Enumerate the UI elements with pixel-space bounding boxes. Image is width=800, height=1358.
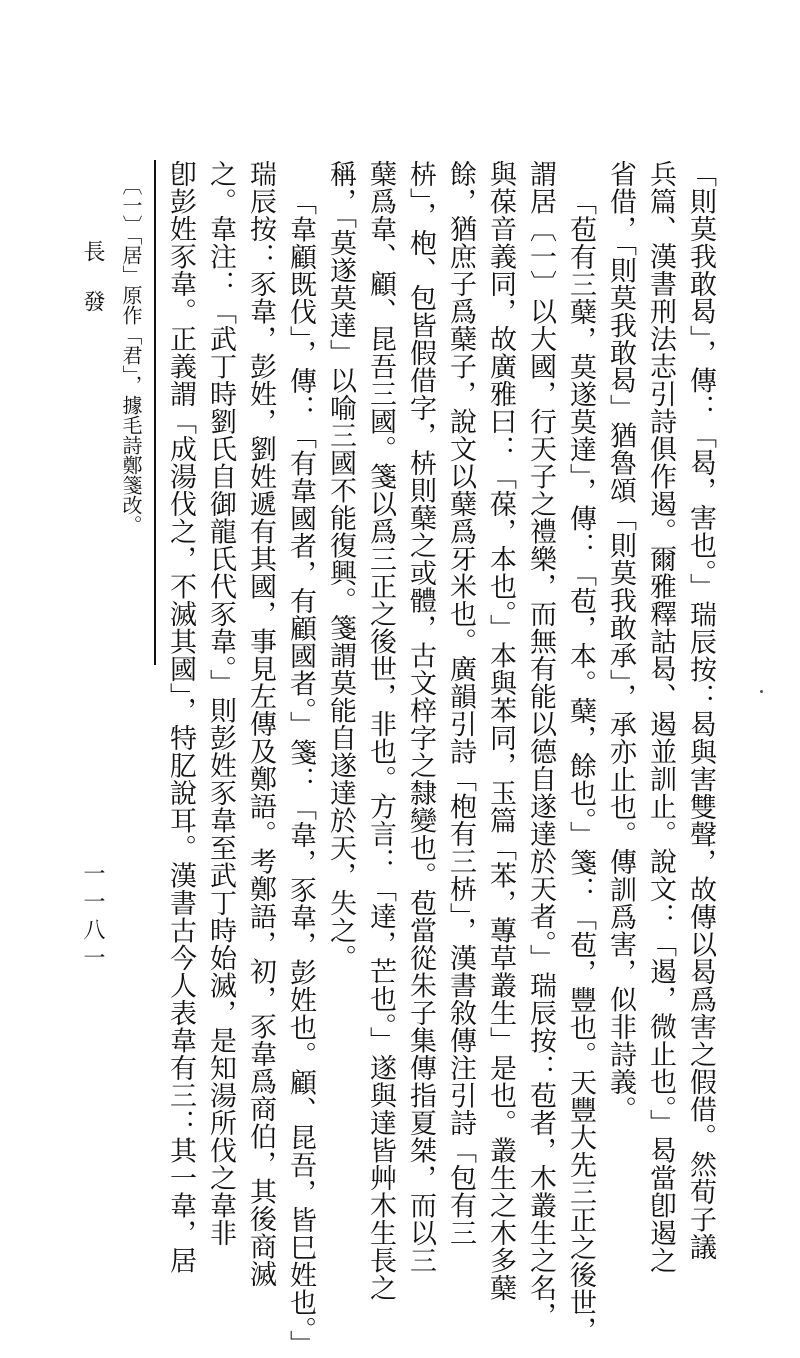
text-column-1: 「則莫我敢曷」，傳：「曷，害也。」瑞辰按：曷與害雙聲，故傳以曷爲害之假借。然荀子議: [685, 160, 716, 1261]
text-column-4: 「苞有三蘖，莫遂莫達」，傳：「苞，本。蘖，餘也。」箋：「苞，豐也。天豐大先三正之後世，: [565, 188, 596, 1344]
text-column-11: 「韋顧既伐」，傳：「有韋國者，有顧國者。」箋：「韋，豕韋，彭姓也。顧、昆吾，皆巳姓也。」: [285, 188, 316, 1358]
text-column-3: 省借，「則莫我敢曷」猶魯頌「則莫我敢承」，承亦止也。傳訓爲害，似非詩義。: [605, 160, 636, 1123]
text-column-9: 蘖爲韋、顧、昆吾三國。箋以爲三正之後世，非也。方言：「達，芒也。」遂與達皆艸木生長之: [365, 160, 396, 1302]
text-column-10: 稱，「莫遂莫達」以喻三國不能復興。箋謂莫能自遂達於天，失之。: [325, 160, 356, 972]
text-column-6: 與葆音義同，故廣雅曰：「葆，本也。」本與苯同，玉篇「苯，蓴草叢生」是也。叢生之木多蘖: [485, 160, 516, 1302]
page-number: 一一八一: [80, 862, 105, 974]
footnote-rule: [154, 160, 156, 665]
text-column-2: 兵篇、漢書刑法志引詩俱作遏。爾雅釋詁曷、遏並訓止。說文：「遏，微止也。」曷當卽遏之: [645, 160, 676, 1274]
footnote: 〔一〕「居」原作「君」，據毛詩鄭箋改。: [119, 175, 143, 535]
text-column-5: 謂居〔一〕以大國，行天子之禮樂，而無有能以德自遂達於天者。」瑞辰按：苞者，木叢生之名，: [525, 160, 556, 1329]
text-column-8: 枿」，枹、包皆假借字，枿則蘖之或體，古文梓字之隸變也。苞當從朱子集傳指夏桀，而以三: [405, 160, 436, 1274]
text-column-14: 卽彭姓豕韋。正義謂「成湯伐之，不滅其國」，特肊說耳。漢書古今人表韋有三：其一韋，居: [165, 160, 196, 1274]
text-column-12: 瑞辰按：豕韋，彭姓，劉姓遞有其國，事見左傳及鄭語。考鄭語，初，豕韋爲商伯，其後商滅: [245, 160, 276, 1288]
speck: [760, 690, 763, 693]
running-title: 長發: [80, 240, 105, 340]
text-column-7: 餘，猶庶子爲蘖子，說文以蘖爲牙米也。廣韻引詩「枹有三枿」，漢書敘傳注引詩「包有三: [445, 160, 476, 1247]
text-column-13: 之。韋注：「武丁時劉氏自御龍氏代豕韋。」則彭姓豕韋至武丁時始滅，是知湯所伐之韋非: [205, 160, 236, 1247]
